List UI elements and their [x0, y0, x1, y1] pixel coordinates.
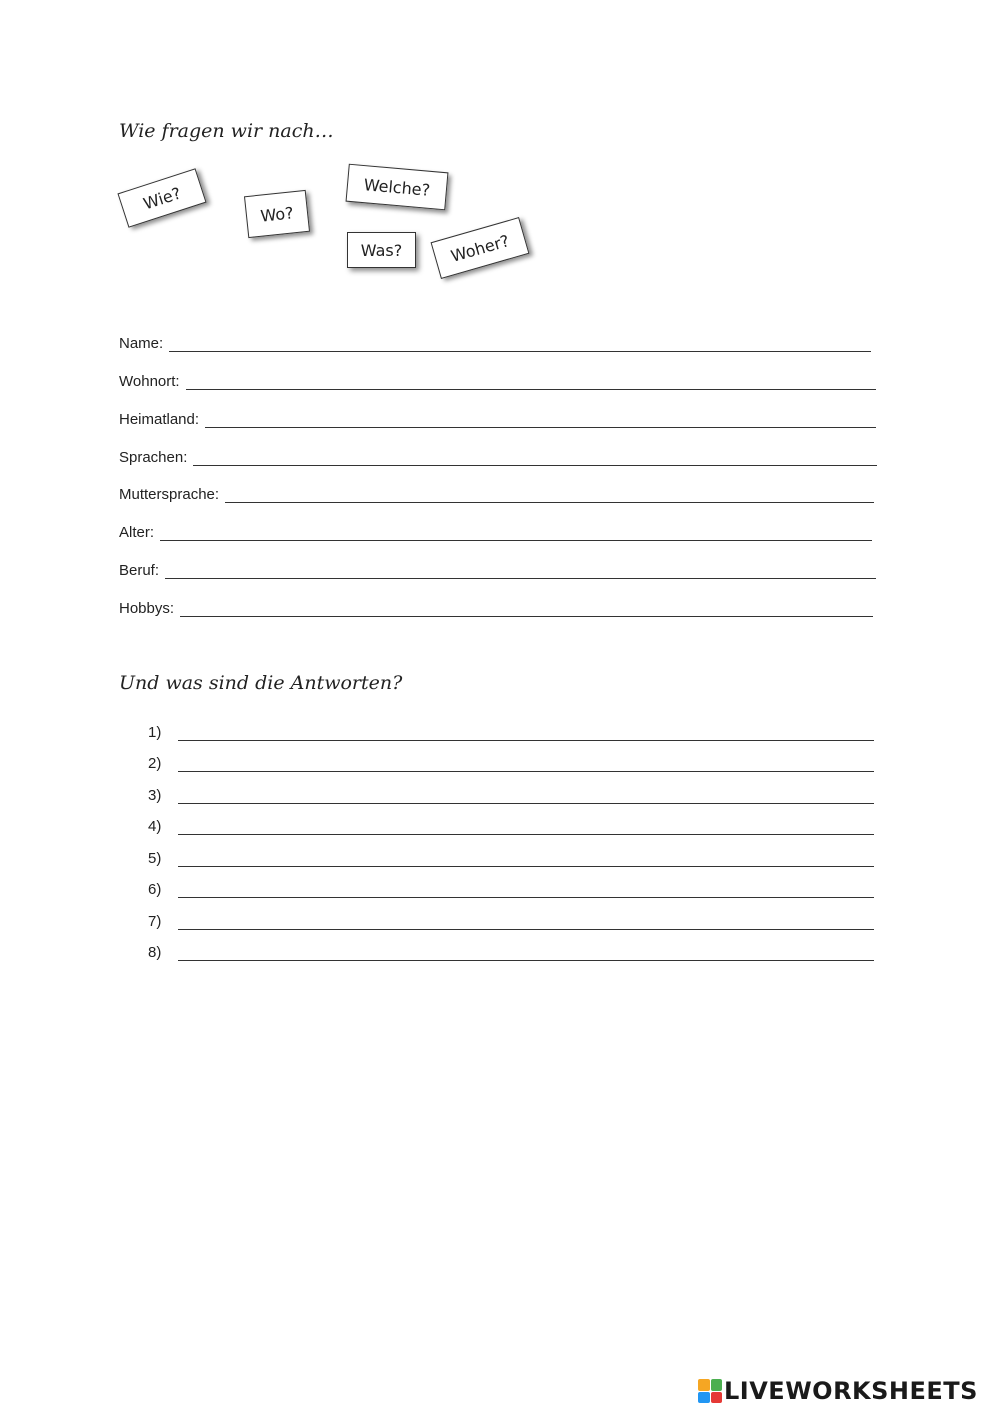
- answer-row-3: [148, 782, 874, 804]
- field-blank-line[interactable]: [225, 486, 874, 503]
- logo-square-icon: [711, 1392, 723, 1404]
- answer-row-2: [148, 750, 874, 772]
- answer-number: 1): [148, 724, 162, 741]
- word-card-was[interactable]: [347, 232, 416, 268]
- field-beruf: [119, 557, 876, 579]
- word-card-woher[interactable]: [431, 217, 530, 279]
- word-card-label: Woher?: [448, 230, 512, 266]
- logo-square-icon: [698, 1379, 710, 1391]
- heading-questions: Wie fragen wir nach…: [119, 120, 334, 142]
- field-hobbys: [119, 595, 873, 617]
- field-label: Sprachen:: [119, 449, 188, 466]
- answer-blank-line[interactable]: [178, 787, 874, 804]
- field-label: Alter:: [119, 524, 155, 541]
- answer-blank-line[interactable]: [178, 755, 874, 772]
- answer-blank-line[interactable]: [178, 881, 874, 898]
- word-card-wie[interactable]: [117, 168, 206, 228]
- word-card-welche[interactable]: [346, 164, 449, 211]
- answer-number: 8): [148, 944, 162, 961]
- answer-row-5: [148, 845, 874, 867]
- word-card-label: Welche?: [363, 174, 431, 200]
- field-blank-line[interactable]: [186, 373, 876, 390]
- liveworksheets-logo[interactable]: [698, 1377, 978, 1405]
- word-card-label: Wie?: [140, 183, 184, 213]
- brand-name: LIVEWORKSHEETS: [724, 1377, 978, 1405]
- answer-number: 2): [148, 755, 162, 772]
- answer-number: 3): [148, 787, 162, 804]
- field-sprachen: [119, 444, 877, 466]
- answer-number: 5): [148, 850, 162, 867]
- field-label: Heimatland:: [119, 411, 200, 428]
- field-blank-line[interactable]: [169, 335, 871, 352]
- answer-row-4: [148, 813, 874, 835]
- answer-blank-line[interactable]: [178, 913, 874, 930]
- answer-blank-line[interactable]: [178, 724, 874, 741]
- answer-row-7: [148, 908, 874, 930]
- field-label: Beruf:: [119, 562, 160, 579]
- answer-number: 4): [148, 818, 162, 835]
- answer-blank-line[interactable]: [178, 818, 874, 835]
- answer-number: 6): [148, 881, 162, 898]
- logo-square-icon: [698, 1392, 710, 1404]
- word-card-label: Was?: [360, 240, 403, 260]
- logo-icon: [698, 1379, 722, 1403]
- field-blank-line[interactable]: [180, 600, 873, 617]
- logo-square-icon: [711, 1379, 723, 1391]
- field-label: Hobbys:: [119, 600, 175, 617]
- word-card-label: Wo?: [259, 202, 295, 226]
- field-muttersprache: [119, 481, 874, 503]
- field-alter: [119, 519, 872, 541]
- answer-row-1: [148, 719, 874, 741]
- answer-blank-line[interactable]: [178, 944, 874, 961]
- field-heimatland: [119, 406, 876, 428]
- answer-number: 7): [148, 913, 162, 930]
- field-blank-line[interactable]: [160, 524, 872, 541]
- field-wohnort: [119, 368, 876, 390]
- heading-answers: Und was sind die Antworten?: [119, 672, 403, 694]
- field-blank-line[interactable]: [165, 562, 876, 579]
- answer-row-6: [148, 876, 874, 898]
- field-label: Muttersprache:: [119, 486, 220, 503]
- field-label: Wohnort:: [119, 373, 180, 390]
- field-blank-line[interactable]: [205, 411, 876, 428]
- field-blank-line[interactable]: [193, 449, 877, 466]
- answer-row-8: [148, 939, 874, 961]
- field-label: Name:: [119, 335, 164, 352]
- word-card-wo[interactable]: [244, 190, 310, 238]
- field-name: [119, 330, 871, 352]
- answer-blank-line[interactable]: [178, 850, 874, 867]
